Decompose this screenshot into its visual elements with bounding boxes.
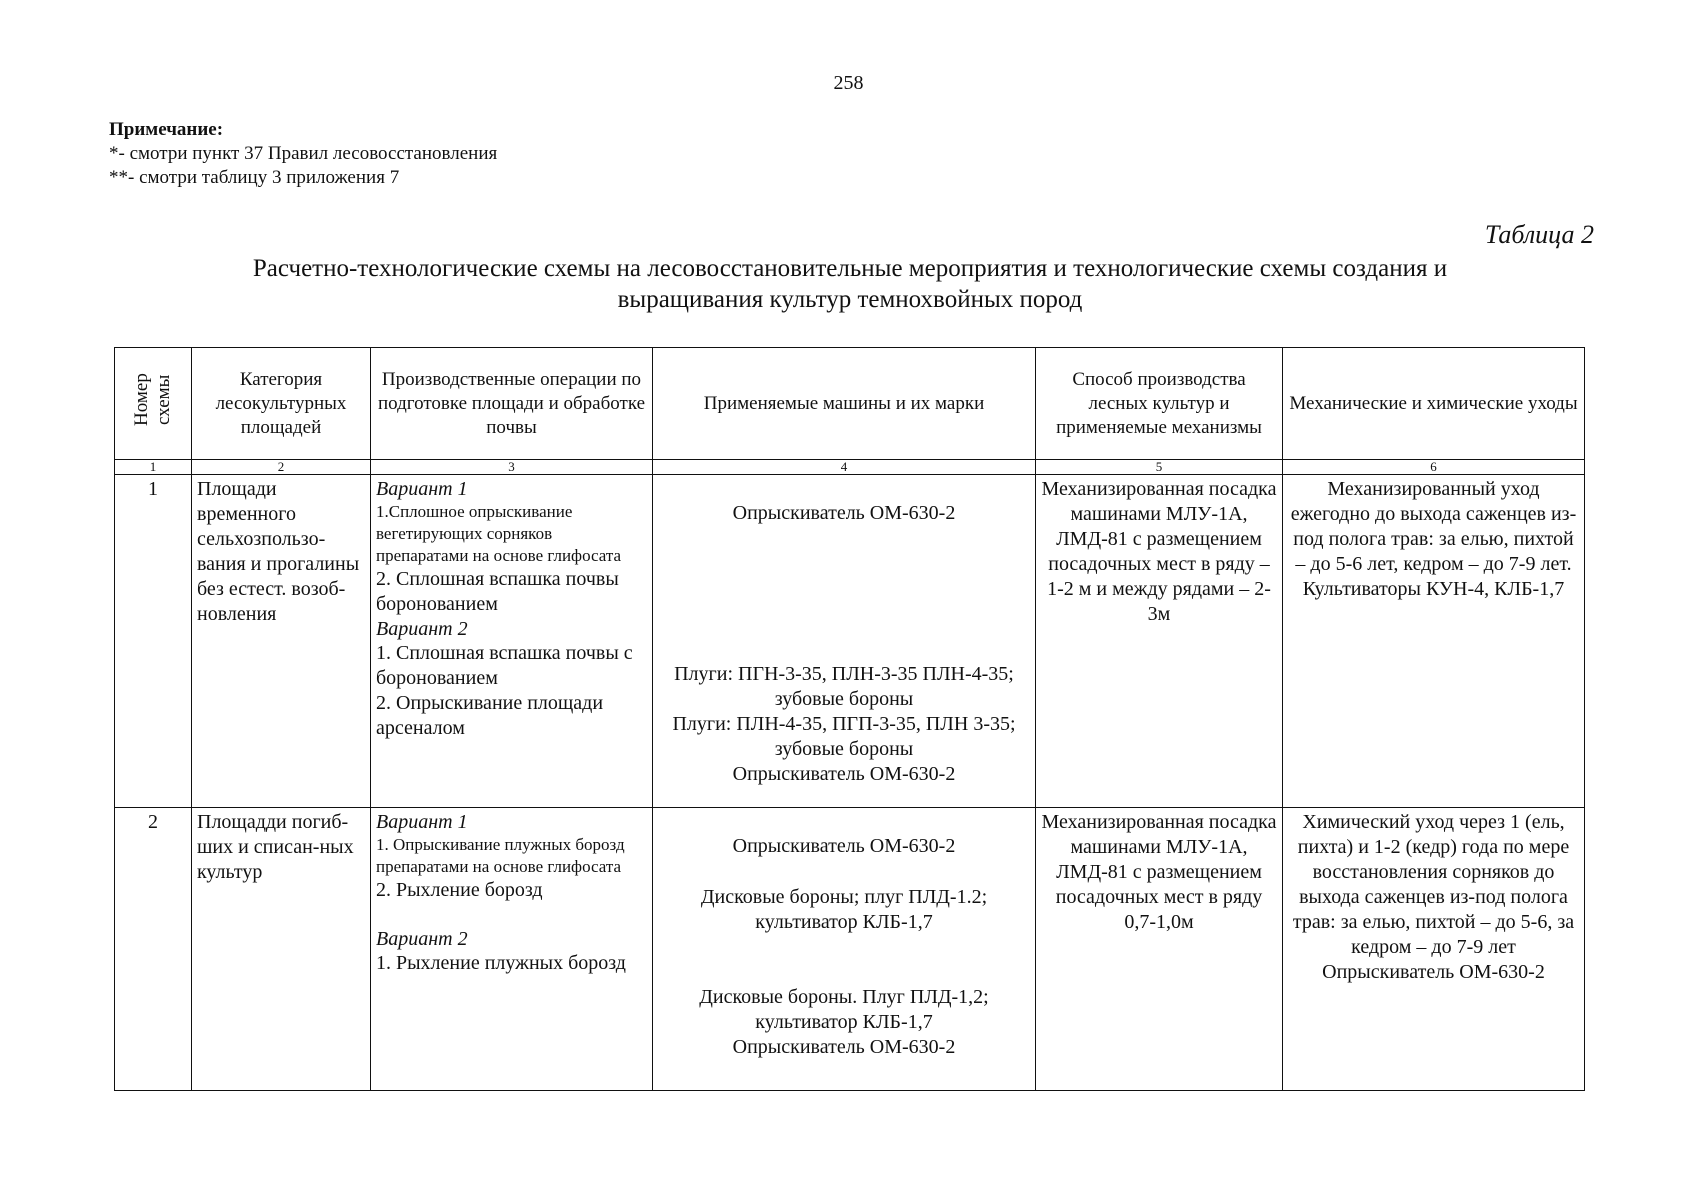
machine-item: Дисковые бороны; плуг ПЛД-1.2; культиватор КЛБ-1,7 [700,886,988,933]
note-heading: Примечание: [109,119,224,140]
table-title-line: выращивания культур темнохвойных пород [617,286,1083,313]
operation-item: 1. Сплошная вспашка почвы с боронованием [376,642,633,689]
machine-item: Опрыскиватель ОМ-630-2 [732,502,956,524]
machines-cell [653,475,1036,808]
scheme-number: 2 [115,808,192,1091]
category-cell: Площади временного сельхозпользо-вания и прогалины без естест. возоб-новления [192,475,371,808]
header-row [115,348,1585,460]
method-cell: Механизированная посадка машинами МЛУ-1А, ЛМД-81 с размещением посадочных мест в ряду 0,7-1,0м [1036,808,1283,1091]
operation-item: 1.Сплошное опрыскивание вегетирующих сорняков препаратами на основе глифосата [376,502,622,565]
col-header-care: Механические и химические уходы [1283,348,1585,460]
machine-item: Дисковые бороны. Плуг ПЛД-1,2; культиватор КЛБ-1,7 [699,986,989,1033]
machine-item: Плуги: ПЛН-4-35, ПГП-3-35, ПЛН 3-35; зубовые бороны [672,713,1016,760]
variant-label: Вариант 1 [376,478,468,500]
care-cell: Химический уход через 1 (ель, пихта) и 1-2 (кедр) года по мере восстановления сорняков до выхода саженцев из-под полога трав: за елью, пихтой – до 5-6, за кедром – до 7-9 лет Опрыскиватель ОМ-630-2 [1283,808,1585,1091]
note-line: *- смотри пункт 37 Правил лесовосстановления [109,143,498,164]
column-number: 1 [115,460,192,475]
variant-label: Вариант 2 [376,618,468,640]
column-number: 4 [653,460,1036,475]
operation-item: 2. Опрыскивание площади арсеналом [376,692,604,739]
variant-label: Вариант 1 [376,811,468,833]
column-number: 2 [192,460,371,475]
category-cell: Площадди погиб-ших и списан-ных культур [192,808,371,1091]
operations-cell [371,808,653,1091]
col-header-category: Категория лесокультурных площадей [192,348,371,460]
column-number-row [115,460,1585,475]
machine-item: Опрыскиватель ОМ-630-2 [732,1036,956,1058]
variant-label: Вариант 2 [376,928,468,950]
method-cell: Механизированная посадка машинами МЛУ-1А, ЛМД-81 с размещением посадочных мест в ряду – 1-2 м и между рядами – 2-3м [1036,475,1283,808]
care-cell: Механизированный уход ежегодно до выхода саженцев из-под полога трав: за елью, пихтой – до 5-6 лет, кедром – до 7-9 лет. Культиваторы КУН-4, КЛБ-1,7 [1283,475,1585,808]
machine-item: Плуги: ПГН-3-35, ПЛН-3-35 ПЛН-4-35; зубовые бороны [674,663,1014,710]
table-title [110,253,1590,315]
operation-item: 2. Сплошная вспашка почвы боронованием [376,568,619,615]
machines-cell [653,808,1036,1091]
note-line: **- смотри таблицу 3 приложения 7 [109,167,400,188]
operations-cell [371,475,653,808]
column-number: 3 [371,460,653,475]
machine-item: Опрыскиватель ОМ-630-2 [732,763,956,785]
operation-item: 2. Рыхление борозд [376,879,543,901]
schemes-table [114,347,1585,1091]
table-label: Таблица 2 [1484,220,1594,249]
scheme-number: 1 [115,475,192,808]
col-header-operations: Производственные операции по подготовке площади и обработке почвы [371,348,653,460]
col-header-machines: Применяемые машины и их марки [653,348,1036,460]
col-header-scheme-number: Номер схемы [115,348,192,460]
table-row [115,475,1585,808]
column-number: 6 [1283,460,1585,475]
table-title-line: Расчетно-технологические схемы на лесовосстановительные мероприятия и технологические схемы создания и [252,255,1448,282]
table-row [115,808,1585,1091]
page-number: 258 [833,72,864,94]
note-block [109,118,497,190]
machine-item: Опрыскиватель ОМ-630-2 [732,835,956,857]
operation-item: 1. Рыхление плужных борозд [376,952,626,974]
col-header-method: Способ производства лесных культур и применяемые механизмы [1036,348,1283,460]
operation-item: 1. Опрыскивание плужных борозд препаратами на основе глифосата [376,835,625,876]
column-number: 5 [1036,460,1283,475]
